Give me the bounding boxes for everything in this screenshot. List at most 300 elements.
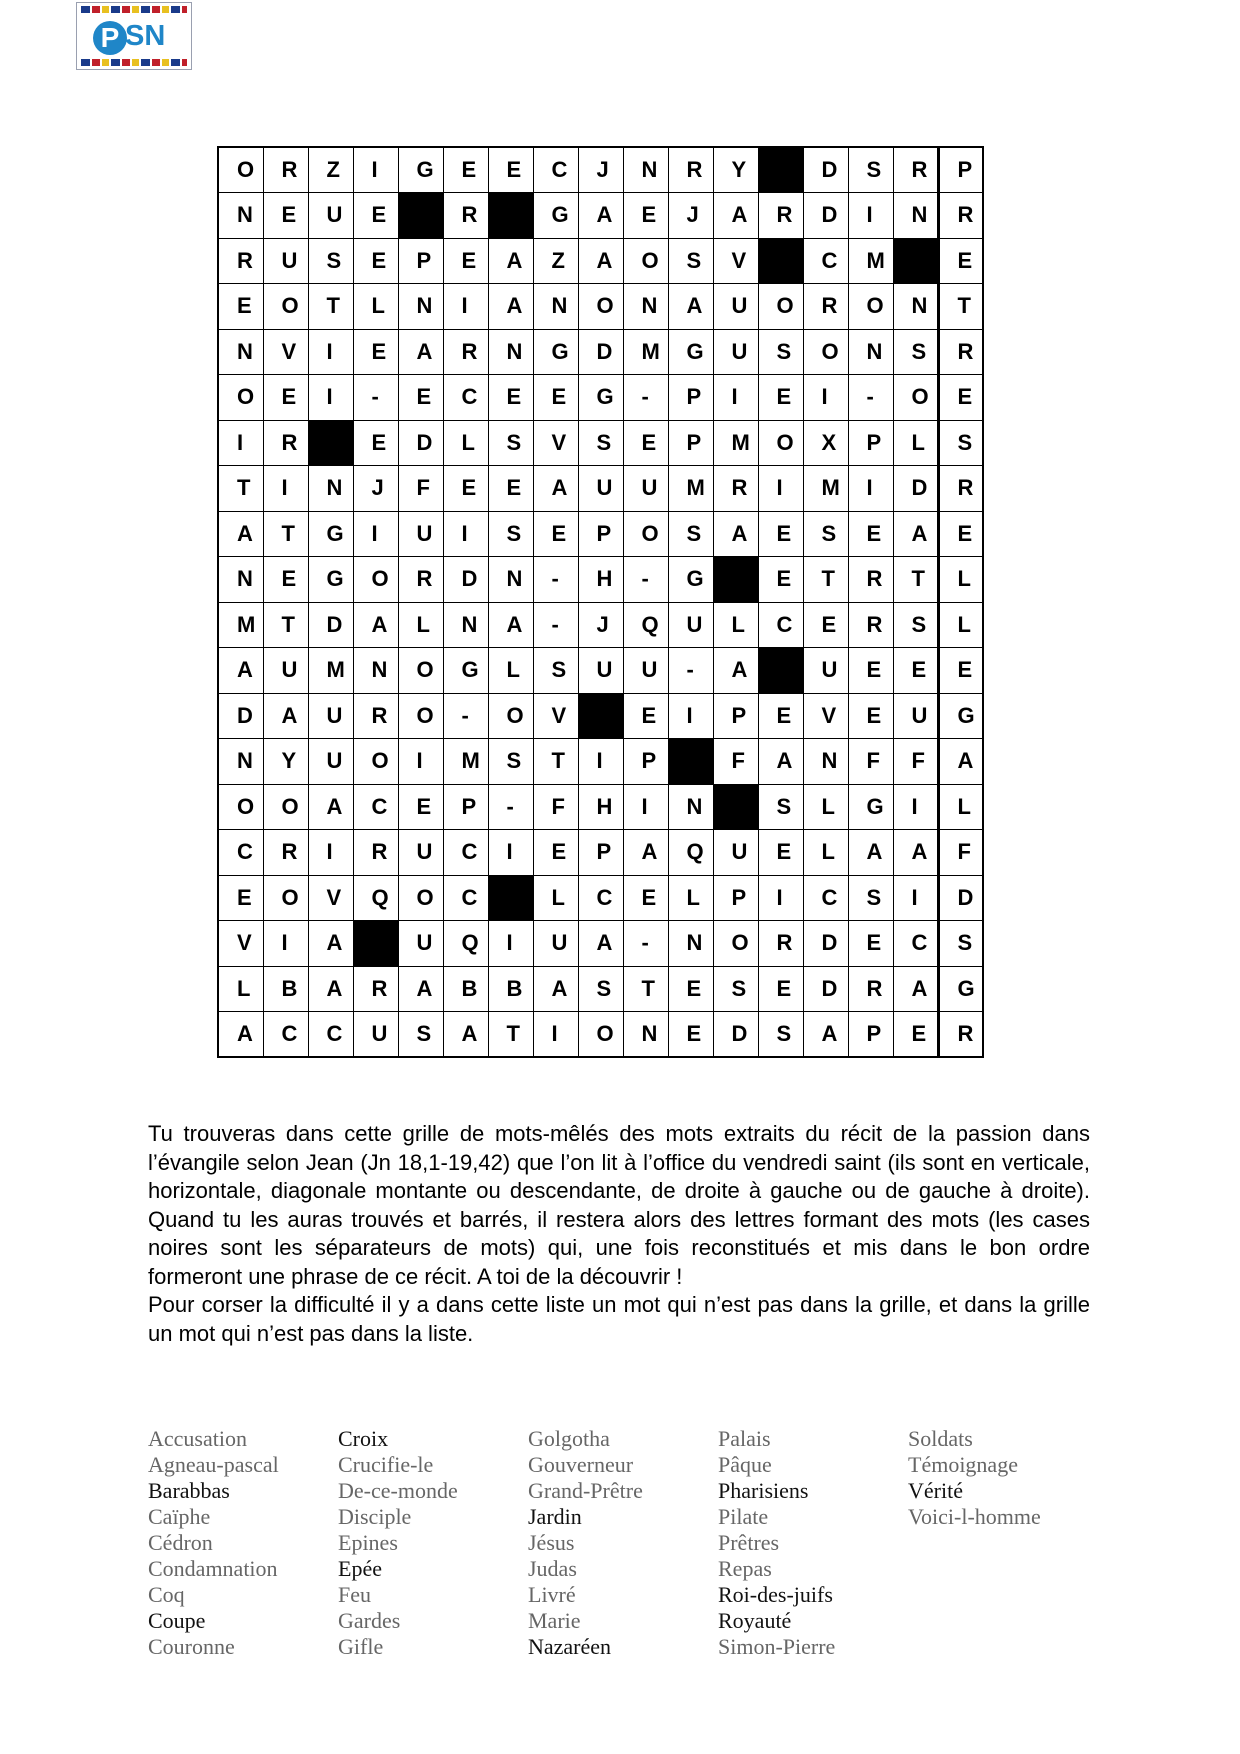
grid-letter-cell: T <box>263 602 308 648</box>
grid-row <box>218 284 983 330</box>
grid-letter-cell: L <box>353 284 398 330</box>
grid-letter-cell: P <box>578 830 623 876</box>
grid-letter-cell: I <box>848 193 893 239</box>
grid-letter-cell: E <box>758 830 803 876</box>
grid-letter-cell: H <box>578 557 623 603</box>
grid-letter-cell: E <box>938 238 983 284</box>
grid-letter-cell: C <box>758 602 803 648</box>
grid-letter-cell: - <box>488 784 533 830</box>
grid-letter-cell: E <box>668 1012 713 1058</box>
word-list-item: Roi-des-juifs <box>718 1582 833 1607</box>
grid-letter-cell: P <box>713 875 758 921</box>
grid-letter-cell: N <box>893 284 938 330</box>
grid-letter-cell: U <box>533 921 578 967</box>
grid-letter-cell: E <box>623 875 668 921</box>
grid-letter-cell: T <box>938 284 983 330</box>
grid-letter-cell: I <box>308 830 353 876</box>
grid-letter-cell: E <box>893 1012 938 1058</box>
grid-row <box>218 739 983 785</box>
grid-letter-cell: C <box>893 921 938 967</box>
grid-letter-cell: U <box>308 693 353 739</box>
grid-letter-cell: V <box>218 921 263 967</box>
grid-letter-cell: A <box>803 1012 848 1058</box>
grid-letter-cell: P <box>668 420 713 466</box>
grid-letter-cell: E <box>488 466 533 512</box>
grid-letter-cell: J <box>668 193 713 239</box>
grid-letter-cell: - <box>443 693 488 739</box>
grid-letter-cell: A <box>398 966 443 1012</box>
grid-row <box>218 238 983 284</box>
grid-letter-cell: C <box>533 147 578 193</box>
word-list-item: Coupe <box>148 1608 206 1633</box>
grid-letter-cell: S <box>848 875 893 921</box>
grid-letter-cell: R <box>938 1012 983 1058</box>
word-list-item: Judas <box>528 1556 577 1581</box>
grid-letter-cell: V <box>308 875 353 921</box>
grid-letter-cell: I <box>488 830 533 876</box>
grid-letter-cell: E <box>353 329 398 375</box>
grid-letter-cell: R <box>398 557 443 603</box>
grid-letter-cell: A <box>893 830 938 876</box>
grid-letter-cell: - <box>848 375 893 421</box>
grid-letter-cell: L <box>938 602 983 648</box>
grid-letter-cell: E <box>803 602 848 648</box>
grid-letter-cell: A <box>623 830 668 876</box>
grid-letter-cell: S <box>713 966 758 1012</box>
instructions-paragraph: Tu trouveras dans cette grille de mots-mêlés des mots extraits du récit de la passion dans l’évangile selon Jean (Jn 18,1-19,42) que l’on lit à l’office du vendredi saint (ils sont en verticale, horizontale, diagonale montante ou descendante, de droite à gauche ou de gauche à droite). Quand tu les auras trouvés et barrés, il restera alors des lettres formant des mots (les cases noires sont les séparateurs de mots) qui, une fois reconstitués et mis dans le bon ordre formeront une phrase de ce récit. A toi de la découvrir ! <box>148 1121 1090 1289</box>
grid-letter-cell: R <box>263 830 308 876</box>
grid-letter-cell: G <box>398 147 443 193</box>
grid-letter-cell: G <box>938 966 983 1012</box>
grid-letter-cell: A <box>308 966 353 1012</box>
grid-row <box>218 557 983 603</box>
grid-letter-cell: A <box>578 921 623 967</box>
grid-separator-cell <box>893 238 938 284</box>
grid-letter-cell: S <box>668 238 713 284</box>
grid-letter-cell: C <box>803 875 848 921</box>
grid-letter-cell: S <box>758 784 803 830</box>
grid-letter-cell: D <box>803 921 848 967</box>
grid-letter-cell: N <box>668 921 713 967</box>
grid-letter-cell: I <box>488 921 533 967</box>
grid-letter-cell: N <box>893 193 938 239</box>
grid-letter-cell: P <box>938 147 983 193</box>
grid-letter-cell: U <box>623 466 668 512</box>
grid-letter-cell: A <box>398 329 443 375</box>
grid-letter-cell: R <box>218 238 263 284</box>
grid-letter-cell: F <box>533 784 578 830</box>
grid-letter-cell: M <box>848 238 893 284</box>
grid-letter-cell: E <box>443 147 488 193</box>
grid-letter-cell: G <box>308 557 353 603</box>
grid-letter-cell: N <box>803 739 848 785</box>
grid-letter-cell: M <box>308 648 353 694</box>
grid-letter-cell: R <box>353 830 398 876</box>
grid-letter-cell: E <box>893 648 938 694</box>
grid-letter-cell: N <box>848 329 893 375</box>
grid-letter-cell: C <box>353 784 398 830</box>
grid-letter-cell: L <box>938 784 983 830</box>
grid-letter-cell: J <box>578 147 623 193</box>
grid-letter-cell: D <box>578 329 623 375</box>
grid-row <box>218 830 983 876</box>
grid-row <box>218 966 983 1012</box>
grid-letter-cell: E <box>623 193 668 239</box>
grid-letter-cell: P <box>443 784 488 830</box>
grid-letter-cell: C <box>263 1012 308 1058</box>
word-list-item: Gifle <box>338 1634 384 1659</box>
grid-letter-cell: N <box>533 284 578 330</box>
grid-letter-cell: O <box>353 557 398 603</box>
grid-letter-cell: P <box>713 693 758 739</box>
grid-letter-cell: O <box>218 147 263 193</box>
grid-letter-cell: E <box>623 420 668 466</box>
word-list-item: Feu <box>338 1582 371 1607</box>
grid-letter-cell: O <box>713 921 758 967</box>
grid-letter-cell: U <box>398 921 443 967</box>
instructions <box>148 1120 1090 1348</box>
grid-row <box>218 648 983 694</box>
grid-letter-cell: Y <box>713 147 758 193</box>
signal-flags-decoration <box>81 59 187 66</box>
word-list-item: Pâque <box>718 1452 772 1477</box>
grid-letter-cell: E <box>533 375 578 421</box>
grid-letter-cell: I <box>308 329 353 375</box>
grid-letter-cell: U <box>263 648 308 694</box>
grid-letter-cell: A <box>308 921 353 967</box>
grid-letter-cell: I <box>758 875 803 921</box>
grid-letter-cell: V <box>533 420 578 466</box>
grid-letter-cell: M <box>443 739 488 785</box>
grid-letter-cell: I <box>443 284 488 330</box>
word-list-item: Agneau-pascal <box>148 1452 279 1477</box>
word-list-item: Vérité <box>908 1478 963 1503</box>
grid-letter-cell: U <box>713 284 758 330</box>
grid-separator-cell <box>398 193 443 239</box>
grid-letter-cell: U <box>578 466 623 512</box>
grid-letter-cell: E <box>263 557 308 603</box>
grid-letter-cell: D <box>218 693 263 739</box>
signal-flags-decoration <box>81 6 187 13</box>
grid-letter-cell: F <box>398 466 443 512</box>
grid-letter-cell: O <box>758 420 803 466</box>
grid-letter-cell: A <box>488 602 533 648</box>
grid-letter-cell: O <box>803 329 848 375</box>
grid-letter-cell: A <box>668 284 713 330</box>
word-list-item: Crucifie-le <box>338 1452 434 1477</box>
grid-row <box>218 602 983 648</box>
grid-letter-cell: H <box>578 784 623 830</box>
grid-letter-cell: N <box>308 466 353 512</box>
grid-letter-cell: A <box>443 1012 488 1058</box>
grid-letter-cell: E <box>353 420 398 466</box>
word-list-item: Grand-Prêtre <box>528 1478 643 1503</box>
grid-letter-cell: F <box>713 739 758 785</box>
grid-letter-cell: C <box>803 238 848 284</box>
grid-letter-cell: T <box>623 966 668 1012</box>
grid-letter-cell: R <box>938 193 983 239</box>
grid-separator-cell <box>758 238 803 284</box>
grid-letter-cell: R <box>938 466 983 512</box>
grid-letter-cell: Y <box>263 739 308 785</box>
grid-separator-cell <box>758 648 803 694</box>
grid-letter-cell: S <box>848 147 893 193</box>
grid-letter-cell: I <box>803 375 848 421</box>
grid-letter-cell: R <box>893 147 938 193</box>
grid-letter-cell: P <box>848 420 893 466</box>
grid-letter-cell: R <box>938 329 983 375</box>
grid-letter-cell: A <box>533 966 578 1012</box>
grid-letter-cell: T <box>488 1012 533 1058</box>
grid-letter-cell: G <box>938 693 983 739</box>
grid-letter-cell: L <box>668 875 713 921</box>
grid-letter-cell: O <box>623 511 668 557</box>
grid-letter-cell: R <box>848 557 893 603</box>
word-list-item: Nazaréen <box>528 1634 612 1659</box>
grid-letter-cell: E <box>443 466 488 512</box>
instructions-paragraph: Pour corser la difficulté il y a dans cette liste un mot qui n’est pas dans la grille, et dans la grille un mot qui n’est pas dans la liste. <box>148 1292 1090 1346</box>
grid-letter-cell: R <box>443 193 488 239</box>
grid-letter-cell: E <box>488 375 533 421</box>
grid-letter-cell: U <box>398 830 443 876</box>
grid-letter-cell: A <box>713 648 758 694</box>
grid-letter-cell: E <box>848 511 893 557</box>
grid-letter-cell: N <box>398 284 443 330</box>
grid-letter-cell: I <box>713 375 758 421</box>
word-list-item: Accusation <box>148 1426 247 1451</box>
grid-letter-cell: A <box>488 238 533 284</box>
grid-letter-cell: O <box>848 284 893 330</box>
grid-letter-cell: E <box>758 966 803 1012</box>
word-list-item: De-ce-monde <box>338 1478 458 1503</box>
grid-letter-cell: P <box>848 1012 893 1058</box>
grid-letter-cell: R <box>848 602 893 648</box>
grid-letter-cell: A <box>488 284 533 330</box>
grid-letter-cell: U <box>713 830 758 876</box>
logo-text: SN <box>125 20 166 52</box>
grid-letter-cell: O <box>218 375 263 421</box>
grid-letter-cell: F <box>893 739 938 785</box>
grid-letter-cell: A <box>218 1012 263 1058</box>
grid-letter-cell: E <box>488 147 533 193</box>
grid-letter-cell: I <box>578 739 623 785</box>
grid-letter-cell: R <box>758 193 803 239</box>
grid-letter-cell: R <box>263 420 308 466</box>
grid-letter-cell: G <box>533 329 578 375</box>
grid-letter-cell: - <box>668 648 713 694</box>
word-list-item: Barabbas <box>148 1478 230 1503</box>
grid-letter-cell: L <box>803 830 848 876</box>
grid-letter-cell: E <box>533 511 578 557</box>
grid-letter-cell: O <box>893 375 938 421</box>
grid-row <box>218 511 983 557</box>
word-list-item: Disciple <box>338 1504 412 1529</box>
word-list-item: Epée <box>338 1556 382 1581</box>
word-list-item: Témoignage <box>908 1452 1018 1477</box>
grid-letter-cell: X <box>803 420 848 466</box>
word-list-item: Coq <box>148 1582 185 1607</box>
grid-letter-cell: A <box>578 238 623 284</box>
grid-separator-cell <box>488 875 533 921</box>
word-list-item: Cédron <box>148 1530 213 1555</box>
grid-letter-cell: C <box>443 830 488 876</box>
grid-letter-cell: L <box>218 966 263 1012</box>
word-list-column <box>528 1426 713 1660</box>
grid-letter-cell: T <box>218 466 263 512</box>
grid-letter-cell: I <box>353 147 398 193</box>
grid-letter-cell: S <box>578 420 623 466</box>
grid-letter-cell: O <box>398 693 443 739</box>
grid-letter-cell: Q <box>353 875 398 921</box>
grid-letter-cell: N <box>218 739 263 785</box>
grid-letter-cell: R <box>713 466 758 512</box>
word-list-item: Voici-l-homme <box>908 1504 1041 1529</box>
grid-letter-cell: S <box>308 238 353 284</box>
grid-letter-cell: O <box>263 875 308 921</box>
grid-letter-cell: G <box>848 784 893 830</box>
grid-letter-cell: E <box>263 375 308 421</box>
word-list-item: Condamnation <box>148 1556 278 1581</box>
grid-letter-cell: S <box>488 739 533 785</box>
grid-separator-cell <box>488 193 533 239</box>
grid-letter-cell: N <box>443 602 488 648</box>
grid-letter-cell: B <box>263 966 308 1012</box>
grid-letter-cell: O <box>353 739 398 785</box>
grid-letter-cell: Q <box>443 921 488 967</box>
word-list-item: Couronne <box>148 1634 235 1659</box>
grid-letter-cell: F <box>938 830 983 876</box>
grid-row <box>218 420 983 466</box>
grid-row <box>218 921 983 967</box>
word-list-item: Marie <box>528 1608 581 1633</box>
grid-letter-cell: N <box>218 329 263 375</box>
grid-letter-cell: E <box>398 784 443 830</box>
grid-letter-cell: A <box>263 693 308 739</box>
word-list-item: Soldats <box>908 1426 973 1451</box>
grid-letter-cell: T <box>533 739 578 785</box>
grid-letter-cell: D <box>803 147 848 193</box>
grid-letter-cell: L <box>533 875 578 921</box>
grid-letter-cell: R <box>848 966 893 1012</box>
grid-letter-cell: A <box>713 511 758 557</box>
grid-letter-cell: E <box>938 511 983 557</box>
word-search-grid <box>217 146 984 1058</box>
grid-letter-cell: E <box>938 375 983 421</box>
grid-letter-cell: - <box>623 375 668 421</box>
grid-letter-cell: E <box>938 648 983 694</box>
grid-row <box>218 875 983 921</box>
grid-letter-cell: U <box>353 1012 398 1058</box>
word-list-item: Caïphe <box>148 1504 211 1529</box>
grid-row <box>218 329 983 375</box>
grid-letter-cell: S <box>398 1012 443 1058</box>
grid-letter-cell: D <box>893 466 938 512</box>
grid-letter-cell: N <box>668 784 713 830</box>
grid-letter-cell: V <box>803 693 848 739</box>
grid-letter-cell: L <box>488 648 533 694</box>
word-list-item: Gardes <box>338 1608 401 1633</box>
grid-letter-cell: O <box>398 875 443 921</box>
grid-letter-cell: V <box>713 238 758 284</box>
grid-letter-cell: N <box>623 1012 668 1058</box>
grid-letter-cell: O <box>578 284 623 330</box>
grid-letter-cell: C <box>443 375 488 421</box>
grid-letter-cell: I <box>263 921 308 967</box>
word-list-item: Repas <box>718 1556 772 1581</box>
grid-letter-cell: U <box>308 193 353 239</box>
grid-letter-cell: O <box>578 1012 623 1058</box>
grid-letter-cell: T <box>263 511 308 557</box>
grid-letter-cell: U <box>668 602 713 648</box>
grid-separator-cell <box>353 921 398 967</box>
grid-letter-cell: R <box>803 284 848 330</box>
grid-letter-cell: S <box>893 602 938 648</box>
grid-letter-cell: C <box>443 875 488 921</box>
grid-letter-cell: N <box>218 193 263 239</box>
grid-letter-cell: L <box>713 602 758 648</box>
grid-letter-cell: P <box>578 511 623 557</box>
grid-separator-cell <box>713 557 758 603</box>
grid-letter-cell: A <box>758 739 803 785</box>
grid-letter-cell: L <box>398 602 443 648</box>
grid-letter-cell: N <box>488 329 533 375</box>
grid-letter-cell: E <box>848 921 893 967</box>
grid-letter-cell: I <box>443 511 488 557</box>
grid-letter-cell: S <box>668 511 713 557</box>
grid-letter-cell: O <box>623 238 668 284</box>
grid-letter-cell: - <box>353 375 398 421</box>
grid-letter-cell: P <box>398 238 443 284</box>
word-list-item: Livré <box>528 1582 576 1607</box>
grid-letter-cell: N <box>623 147 668 193</box>
grid-row <box>218 693 983 739</box>
grid-letter-cell: A <box>938 739 983 785</box>
grid-letter-cell: Z <box>308 147 353 193</box>
grid-letter-cell: T <box>893 557 938 603</box>
grid-letter-cell: E <box>218 284 263 330</box>
grid-letter-cell: Q <box>623 602 668 648</box>
grid-row <box>218 784 983 830</box>
grid-letter-cell: S <box>758 1012 803 1058</box>
grid-letter-cell: S <box>533 648 578 694</box>
grid-letter-cell: S <box>488 511 533 557</box>
grid-letter-cell: E <box>758 557 803 603</box>
word-list-item: Prêtres <box>718 1530 780 1555</box>
grid-letter-cell: E <box>353 193 398 239</box>
grid-letter-cell: Z <box>533 238 578 284</box>
grid-letter-cell: E <box>353 238 398 284</box>
word-list-item: Golgotha <box>528 1426 610 1451</box>
logo-p-circle: P <box>93 21 127 55</box>
grid-letter-cell: D <box>803 966 848 1012</box>
grid-letter-cell: I <box>848 466 893 512</box>
grid-letter-cell: O <box>398 648 443 694</box>
grid-letter-cell: A <box>308 784 353 830</box>
grid-letter-cell: Q <box>668 830 713 876</box>
word-list-item: Epines <box>338 1530 398 1555</box>
grid-letter-cell: I <box>398 739 443 785</box>
grid-letter-cell: I <box>893 784 938 830</box>
grid-letter-cell: E <box>758 511 803 557</box>
grid-letter-cell: U <box>308 739 353 785</box>
grid-letter-cell: A <box>353 602 398 648</box>
grid-letter-cell: E <box>758 375 803 421</box>
grid-letter-cell: L <box>938 557 983 603</box>
grid-letter-cell: I <box>623 784 668 830</box>
grid-letter-cell: M <box>713 420 758 466</box>
grid-letter-cell: I <box>263 466 308 512</box>
word-list-column <box>908 1426 1093 1530</box>
